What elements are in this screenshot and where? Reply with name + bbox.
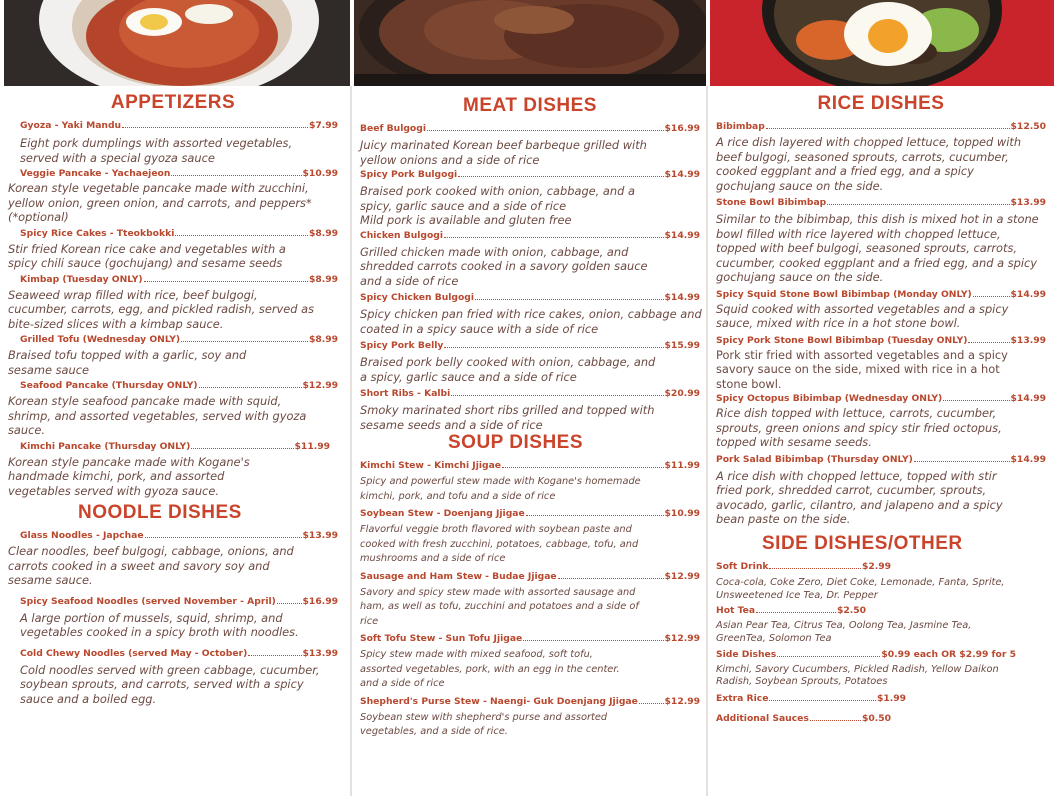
item-name: Sausage and Ham Stew - Budae Jjigae (360, 570, 557, 582)
item-description: Flavorful veggie broth flavored with soybean paste and cooked with fresh zucchini, potatoes, cabbage, tofu, and mushrooms and a side of rice (360, 524, 639, 564)
menu-item (716, 393, 1046, 450)
item-name: Bibimbap (716, 121, 765, 132)
item-name: Soft Drink (716, 560, 769, 572)
item-price: $12.50 (1010, 121, 1046, 132)
menu-item (8, 228, 338, 239)
item-description: Juicy marinated Korean beef barbeque grilled with yellow onions and a side of rice (360, 138, 647, 167)
rice-heading: RICE DISHES (817, 93, 945, 114)
item-description: Kimchi, Savory Cucumbers, Pickled Radish, Yellow Daikon Radish, Soybean Sprouts, Potatoes (716, 663, 999, 687)
item-description: Asian Pear Tea, Citrus Tea, Oolong Tea, Jasmine Tea, GreenTea, Solomon Tea (716, 619, 972, 644)
item-description: Smoky marinated short ribs grilled and topped with sesame seeds and a side of rice (360, 403, 655, 432)
appetizers-heading: APPETIZERS (110, 92, 236, 113)
item-name: Pork Salad Bibimbap (Thursday ONLY) (716, 453, 913, 465)
item-name: Seafood Pancake (Thursday ONLY) (20, 380, 198, 391)
item-name: Glass Noodles - Japchae (20, 530, 144, 541)
item-note: Mild pork is available and gluten free (360, 213, 572, 227)
item-name: Spicy Squid Stone Bowl Bibimbap (Monday ONLY) (716, 288, 972, 300)
bibim-noodle-photo (4, 0, 350, 86)
item-name: Soybean Stew - Doenjang Jjigae (360, 508, 525, 519)
item-name: Extra Rice (716, 692, 769, 704)
item-description: Korean style vegetable pancake made with zucchini, yellow onion, green onion, and carrots, and peppers* (*optional) (8, 181, 312, 224)
menu-item (716, 649, 1016, 660)
item-name: Additional Sauces (716, 712, 809, 724)
item-description: A large portion of mussels, squid, shrimp, and vegetables cooked in a spicy broth with noodles. (20, 610, 299, 639)
item-description: Spicy stew made with mixed seafood, soft tofu, assorted vegetables, pork, with an egg in the center. and a side of rice (360, 649, 620, 689)
item-price: $14.99 (664, 229, 700, 241)
menu-item (716, 197, 1046, 285)
menu-item (360, 123, 700, 167)
item-name: Spicy Seafood Noodles (served November - April) (20, 595, 276, 607)
item-price: $7.99 (308, 120, 338, 131)
item-description: A rice dish layered with chopped lettuce, topped with beef bulgogi, seasoned sprouts, carrots, cucumber, cooked eggplant and a fried egg, and a spicy gochujang sauce on the side. (716, 135, 1022, 193)
menu-item (360, 571, 700, 630)
item-description: Soybean stew with shepherd's purse and assorted vegetables, and a side of rice. (360, 711, 608, 737)
item-name: Beef Bulgogi (360, 123, 426, 134)
item-description: Rice dish topped with lettuce, carrots, cucumber, sprouts, green onions and spicy stir fried octopus, topped with sesame seeds. (716, 406, 1002, 449)
meat-heading: MEAT DISHES (463, 95, 597, 116)
item-name: Spicy Pork Belly (360, 340, 444, 351)
item-price: $8.99 (308, 227, 338, 239)
item-price: $13.99 (302, 530, 338, 541)
menu-item (360, 230, 700, 289)
item-price: $14.99 (1010, 393, 1046, 404)
soup-heading: SOUP DISHES (448, 432, 584, 453)
menu-item (8, 596, 338, 640)
item-description: Braised pork cooked with onion, cabbage, and a spicy, garlic sauce and a side of rice (360, 184, 635, 213)
item-price: $10.99 (664, 508, 700, 519)
menu-item (8, 441, 330, 452)
noodles-heading: NOODLE DISHES (78, 502, 242, 523)
item-name: Veggie Pancake - Yachaejeon (20, 168, 171, 179)
item-name: Spicy Pork Stone Bowl Bibimbap (Tuesday ONLY) (716, 334, 968, 346)
item-description: A rice dish with chopped lettuce, topped with stir fried pork, shredded carrot, cucumber, sprouts, avocado, garlic, cilantro, and jalapeno and a spicy bean paste on the side. (716, 468, 1003, 526)
menu-item (716, 121, 1046, 193)
item-name: Kimbap (Tuesday ONLY) (20, 273, 143, 285)
menu-item (360, 633, 700, 692)
item-description: Spicy chicken pan fried with rice cakes, onion, cabbage and coated in a spicy sauce with a side of rice (360, 307, 702, 336)
item-price: $20.99 (664, 388, 700, 399)
item-price: $14.99 (1010, 288, 1046, 300)
item-name: Kimchi Pancake (Thursday ONLY) (20, 440, 191, 452)
item-price: $12.99 (664, 633, 700, 644)
item-name: Stone Bowl Bibimbap (716, 197, 827, 208)
item-description: Clear noodles, beef bulgogi, cabbage, onions, and carrots cooked in a sweet and savory soy and sesame sauce. (8, 544, 294, 587)
menu-item (360, 460, 700, 504)
menu-item (716, 713, 891, 724)
column-middle (360, 86, 700, 796)
item-name: Spicy Octopus Bibimbap (Wednesday ONLY) (716, 393, 943, 404)
menu-item (8, 334, 338, 345)
menu-item (360, 340, 700, 384)
item-name: Shepherd's Purse Stew - Naengi- Guk Doenjang Jjigae (360, 695, 638, 707)
item-description: Spicy and powerful stew made with Kogane's homemade kimchi, pork, and tofu and a side of rice (360, 476, 641, 502)
item-description: Braised tofu topped with a garlic, soy and sesame sauce (8, 348, 247, 377)
column-left (8, 86, 338, 796)
menu-item (8, 530, 338, 541)
item-price: $10.99 (302, 168, 338, 179)
item-price: $13.99 (1010, 334, 1046, 346)
item-description: Korean style pancake made with Kogane's handmade kimchi, pork, and assorted vegetables served with gyoza sauce. (8, 454, 250, 498)
item-price: $12.99 (302, 380, 338, 391)
item-price: $1.99 (876, 692, 906, 704)
item-name: Side Dishes (716, 648, 777, 660)
item-description: Stir fried Korean rice cake and vegetables with a spicy chili sauce (gochujang) and sesame seeds (8, 241, 286, 270)
item-name: Soft Tofu Stew - Sun Tofu Jjigae (360, 633, 523, 644)
item-description: Coca-cola, Coke Zero, Diet Coke, Lemonade, Fanta, Sprite, Unsweetened Ice Tea, Dr. Pepper (716, 576, 1005, 601)
item-name: Gyoza - Yaki Mandu (20, 120, 122, 131)
item-price: $0.50 (861, 712, 891, 724)
item-price: $2.99 (861, 560, 891, 572)
item-price: $12.99 (664, 570, 700, 582)
menu-item (8, 380, 338, 391)
item-price: $16.99 (302, 595, 338, 607)
menu-item (716, 561, 891, 572)
item-description: Seaweed wrap filled with rice, beef bulgogi, cucumber, carrots, egg, and pickled radish, served as bite-sized slices with a kimbap sauce. (8, 287, 315, 331)
menu-item (360, 508, 700, 567)
item-name: Cold Chewy Noodles (served May - October) (20, 647, 248, 659)
item-price: $2.50 (836, 604, 866, 616)
item-price: $15.99 (664, 340, 700, 351)
item-description: Pork stir fried with assorted vegetables and a spicy savory sauce on the side, mixed with rice in a hot stone bowl. (716, 347, 1008, 391)
item-description: Eight pork dumplings with assorted vegetables, served with a special gyoza sauce (20, 136, 293, 165)
menu-item (8, 274, 338, 285)
item-description: Similar to the bibimbap, this dish is mixed hot in a stone bowl filled with rice layered with chopped lettuce, topped with beef bulgogi, seasoned sprouts, carrots, cucumber, cooked eggplant and a fried egg, and a spicy gochujang sauce on the side. (716, 212, 1039, 284)
menu-item (716, 693, 906, 704)
item-price: $0.99 each OR $2.99 for 5 (881, 648, 1016, 660)
menu-item (716, 289, 1046, 331)
menu-item (716, 335, 1046, 392)
bulgogi-photo (354, 0, 706, 86)
column-divider (706, 86, 708, 796)
bibimbap-photo (710, 0, 1054, 86)
item-name: Spicy Pork Bulgogi (360, 169, 458, 180)
item-name: Kimchi Stew - Kimchi Jjigae (360, 460, 502, 471)
menu-item (8, 120, 338, 165)
column-right (716, 86, 1046, 796)
item-name: Spicy Chicken Bulgogi (360, 292, 474, 303)
item-name: Grilled Tofu (Wednesday ONLY) (20, 334, 181, 345)
item-price: $14.99 (1010, 453, 1046, 465)
menu-item (360, 292, 700, 336)
item-description: Cold noodles served with green cabbage, cucumber, soybean sprouts, and carrots, served with a spicy sauce and a boiled egg. (20, 662, 320, 706)
item-price: $12.99 (664, 695, 700, 707)
item-description: Braised pork belly cooked with onion, cabbage, and a spicy, garlic sauce and a side of rice (360, 355, 656, 384)
menu-item (716, 605, 866, 616)
item-price: $8.99 (308, 334, 338, 345)
menu-item (360, 388, 700, 432)
item-description: Savory and spicy stew made with assorted sausage and ham, as well as tofu, zucchini and potatoes and a side of rice (360, 586, 639, 627)
side-heading: SIDE DISHES/OTHER (762, 532, 963, 554)
menu-item (360, 169, 700, 228)
item-name: Chicken Bulgogi (360, 229, 444, 241)
column-divider (350, 86, 352, 796)
item-price: $11.99 (294, 440, 330, 452)
item-price: $11.99 (664, 460, 700, 471)
item-price: $16.99 (664, 123, 700, 134)
item-price: $13.99 (1010, 197, 1046, 208)
item-description: Korean style seafood pancake made with squid, shrimp, and assorted vegetables, served with gyoza sauce. (8, 394, 307, 437)
menu-item (8, 168, 338, 179)
item-name: Hot Tea (716, 604, 756, 616)
item-name: Short Ribs - Kalbi (360, 388, 451, 399)
item-name: Spicy Rice Cakes - Tteokbokki (20, 227, 175, 239)
menu-item (716, 454, 1046, 527)
item-description: Squid cooked with assorted vegetables and a spicy sauce, mixed with rice in a hot stone bowl. (716, 301, 1009, 330)
item-price: $14.99 (664, 169, 700, 180)
item-price: $14.99 (664, 292, 700, 303)
item-price: $8.99 (308, 273, 338, 285)
menu-item (360, 696, 700, 740)
item-description: Grilled chicken made with onion, cabbage, and shredded carrots cooked in a savory golden sauce and a side of rice (360, 244, 648, 288)
menu-item (8, 648, 338, 707)
item-price: $13.99 (302, 647, 338, 659)
